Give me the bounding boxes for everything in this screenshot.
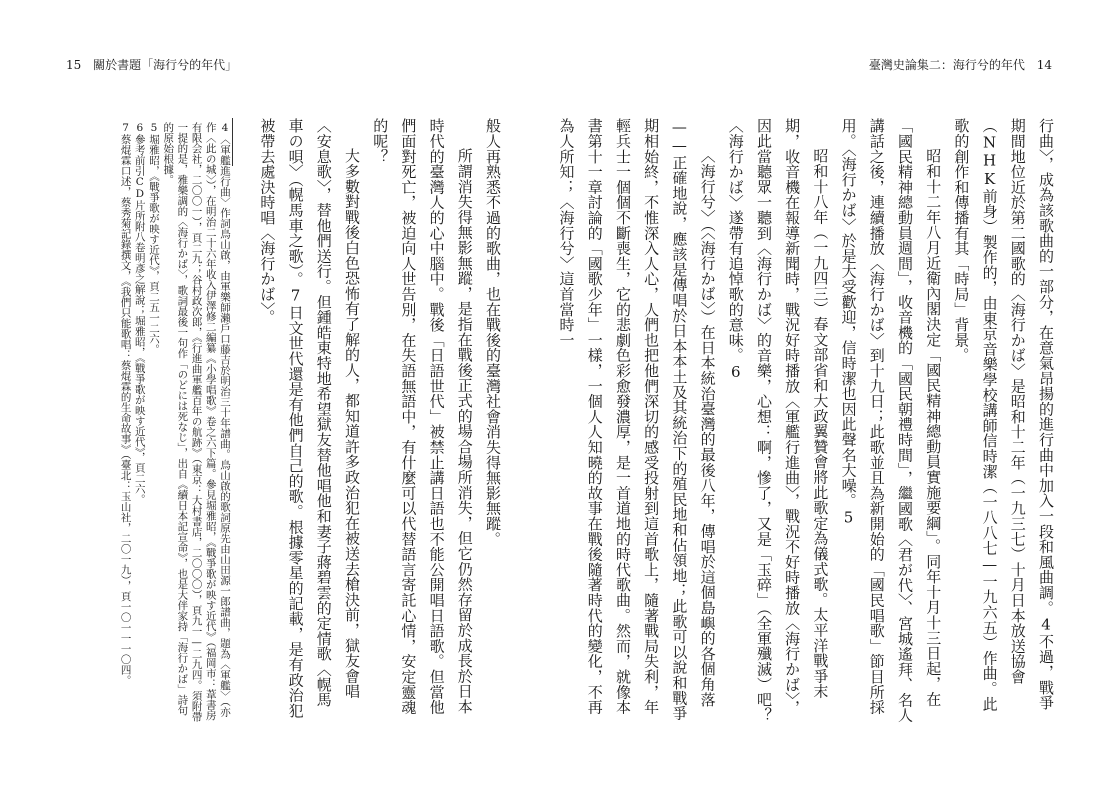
left-paragraph-3: 大多數對戰後白色恐怖有了解的人，都知道許多政治犯在被送去槍決前，獄友會唱〈安息歌〉，替他們送行。但鍾皓東特地希望獄友替他唱他和妻子蔣碧雲的定情歌〈幌馬車の唄〉（幌馬車之歌）。7日文世代還是有他們自己的歌。根據零星的記載，是有政治犯被帶去處決時唱〈海行かば〉。 [258, 118, 361, 718]
left-page-number: 15 [66, 58, 82, 72]
left-paragraph-2: 所謂消失得無影無蹤，是指在戰後正式的場合場所消失，但它仍然存留於成長於日本時代的臺灣人的心中腦中。戰後「日語世代」被禁止講日語也不能公開唱日語歌。但當他們面對死亡，被迫向人世告別，在失語無語中，有什麼可以代替語言寄託心情，安定靈魂的呢？ [371, 118, 474, 715]
footnote-7: 7蔡焜霖口述，蔡秀菊記錄撰文，《我們只能歌唱：蔡焜霖的生命故事》（臺北：玉山社，二〇一九），頁一〇一一一〇四。 [119, 122, 132, 686]
right-paragraph-3: 昭和十八年（一九四三）春文部省和大政翼贊會將此歌定為儀式歌。太平洋戰爭末期，收音機在報導新聞時，戰況好時播放〈軍艦行進曲〉，戰況不好時播放〈海行かば〉，因此當聽眾一聽到〈海行かば〉的音樂，心想：啊，慘了，又是「玉碎」（全軍殲滅）吧？〈海行かば〉遂帶有追悼歌的意味。6 [726, 118, 830, 723]
right-page-number: 14 [1036, 58, 1052, 72]
footnote-separator [232, 118, 233, 166]
footnote-6: 6參考前引CD片所附八卷明彥之解說；堀雅昭，《戰爭歌が映す近代》，頁二六。 [133, 122, 146, 505]
right-running-head-title: 臺灣史論集二：海行兮的年代 [868, 58, 1025, 72]
left-running-head-title: 關於書題「海行兮的年代」 [93, 58, 238, 72]
left-paragraph-1: 般人再熟悉不過的歌曲，也在戰後的臺灣社會消失得無影無蹤。 [484, 118, 502, 547]
right-running-head [869, 56, 1052, 73]
right-body-text [557, 118, 1060, 724]
footnotes [82, 122, 232, 722]
right-paragraph-4: 〈海行兮〉（〈海行かば〉）在日本統治臺灣的最後八年，傳唱於這個島嶼的各個角落——正確地說，應該是傳唱於日本本土及其統治下的殖民地和佔領地；此歌可以說和戰爭期相始終，不惟深入人心，人們也把他們深切的感受投射到這首歌上，隨著戰局失利，年輕兵士一個個不斷喪生，它的悲劇色彩愈發濃厚，是一首道地的時代歌曲。然而，就像本書第十一章討論的「國歌少年」一樣，一個人人知曉的故事在戰後隨著時代的變化，不再為人所知；〈海行兮〉這首當時一 [557, 118, 717, 721]
right-page [559, 0, 1118, 800]
footnote-5: 5堀雅昭，《戰爭歌が映す近代》，頁二五一二六。 [147, 122, 160, 355]
right-paragraph-2: 昭和十二年八月近衛內閣決定「國民精神總動員實施要綱」。同年十月十三日起，在「國民精神總動員週間」，收音機的「國民朝禮時間」，繼國歌〈君が代〉、宮城遙拜、名人講話之後，連續播放〈海行かば〉到十九日；此歌並且為新開始的「國民唱歌」節目所採用。〈海行かば〉於是大受歡迎，信時潔也因此聲名大噪。5 [839, 118, 943, 723]
left-body-text [217, 118, 507, 718]
left-running-head [66, 56, 237, 73]
right-paragraph-1: 行曲〉，成為該歌曲的一部分，在意氣昂揚的進行曲中加入一段和風曲調。4不過，戰爭期間地位近於第二國歌的〈海行かば〉是昭和十二年（一九三七）十月日本放送協會（NHK前身）製作的，由東京音樂學校講師信時潔（一八八七—一九六五）作曲。此歌的創作和傳播有其「時局」背景。 [952, 118, 1055, 712]
footnote-4: 4〈軍艦進行曲〉作詞鳥山啟，由軍樂師瀨戶口藤吉於明治三十年譜曲。鳥山啟的歌詞原先由山田源一郎譜曲，題為〈軍艦〉（亦作〈此の城〉），在明治二十六年收入伊澤修二編纂《小學唱歌》卷之六下篇。參見堀雅昭，《戰爭歌が映す近代》（福岡市：葦書房有限会社，二〇〇一），頁二九；谷村政次郎，《行進曲軍艦百年の航跡》（東京：大村書店，二〇〇〇），頁九一—二九四。須附帶一提的是，雅樂調的〈海行かば〉，歌詞最後一句作「のどには死なじ」，出自《續日本記宣命》，也是大伴家持「海行かば」詩句的原始根據。 [162, 122, 231, 722]
